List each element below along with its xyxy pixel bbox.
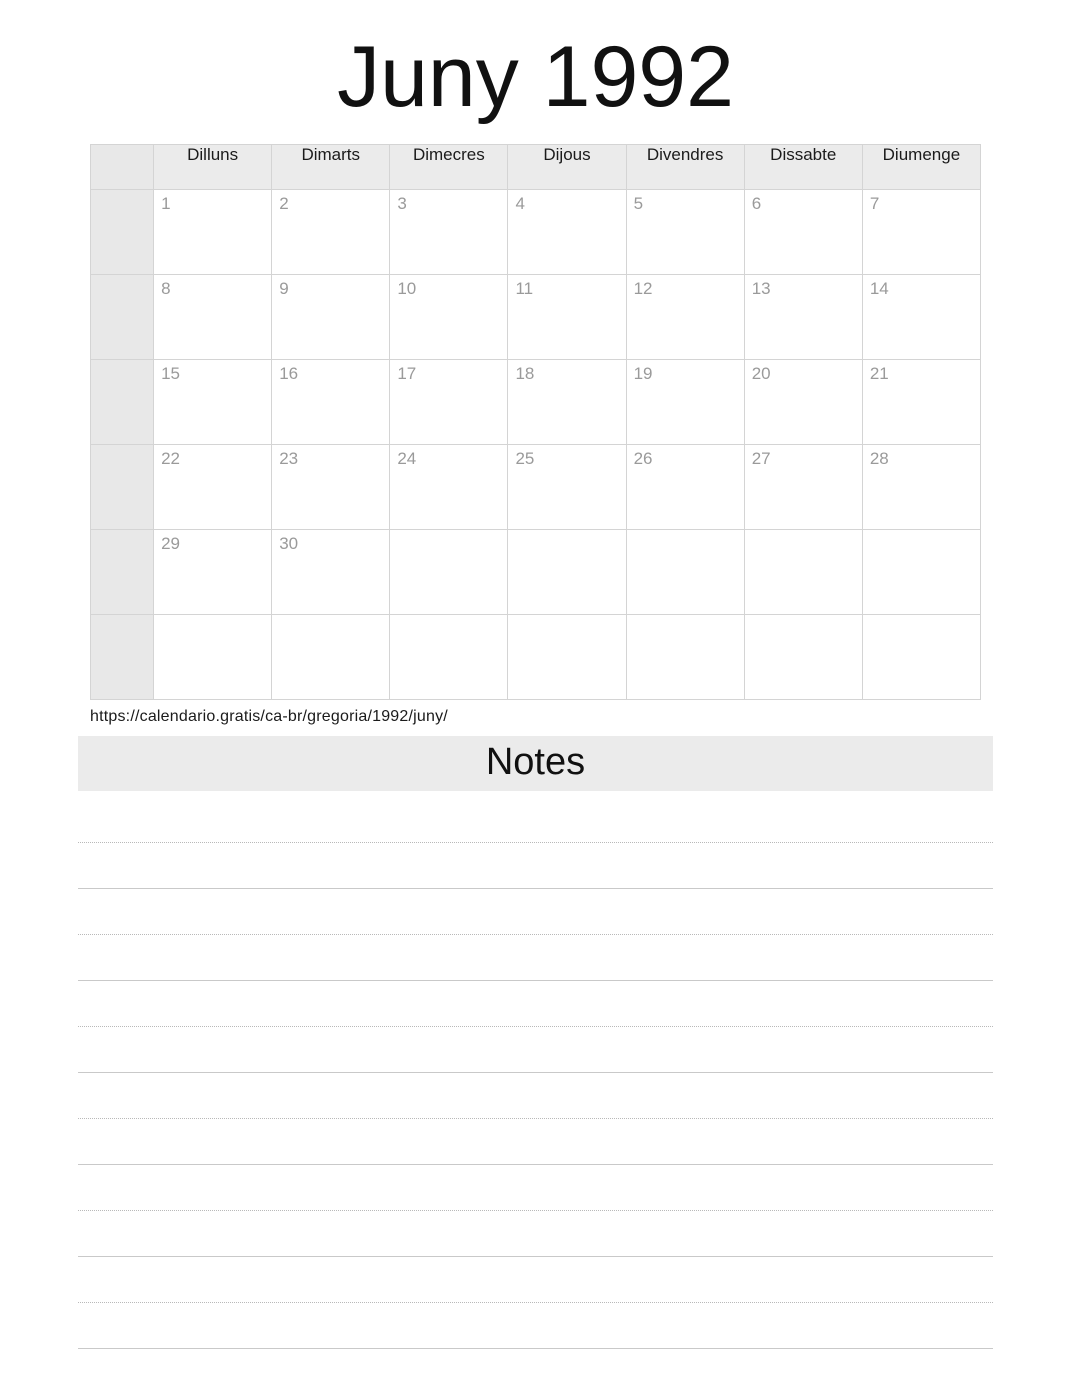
note-line[interactable] xyxy=(78,1027,993,1073)
day-cell[interactable] xyxy=(154,530,272,615)
note-line[interactable] xyxy=(78,935,993,981)
weekday-header-sunday: Diumenge xyxy=(862,145,980,190)
day-number: 6 xyxy=(751,194,762,213)
day-cell[interactable] xyxy=(626,615,744,700)
day-cell[interactable] xyxy=(626,360,744,445)
day-number: 29 xyxy=(161,534,180,553)
note-line[interactable] xyxy=(78,797,993,843)
day-cell[interactable] xyxy=(862,360,980,445)
day-number: 10 xyxy=(397,279,417,298)
day-cell[interactable] xyxy=(744,445,862,530)
day-cell[interactable] xyxy=(390,445,508,530)
day-cell[interactable] xyxy=(626,445,744,530)
day-number: 4 xyxy=(515,194,525,213)
day-cell[interactable] xyxy=(390,530,508,615)
week-gutter-cell xyxy=(91,360,154,445)
day-number: 23 xyxy=(279,449,299,468)
day-number: 13 xyxy=(751,279,771,298)
day-number: 18 xyxy=(515,364,535,383)
day-cell[interactable] xyxy=(272,530,390,615)
day-cell[interactable] xyxy=(154,445,272,530)
day-cell[interactable] xyxy=(744,275,862,360)
day-number: 8 xyxy=(161,279,171,298)
calendar-gutter-header xyxy=(91,145,154,190)
day-cell[interactable] xyxy=(154,360,272,445)
notes-lines xyxy=(78,791,993,1349)
day-number: 9 xyxy=(279,279,289,298)
calendar-container xyxy=(90,144,981,700)
note-line[interactable] xyxy=(78,1119,993,1165)
day-cell[interactable] xyxy=(862,275,980,360)
week-gutter-cell xyxy=(91,445,154,530)
weekday-header-wednesday: Dimecres xyxy=(390,145,508,190)
day-cell[interactable] xyxy=(154,275,272,360)
day-number: 5 xyxy=(633,194,644,213)
day-cell[interactable] xyxy=(862,445,980,530)
day-cell[interactable] xyxy=(744,530,862,615)
day-number: 15 xyxy=(161,364,180,383)
day-cell[interactable] xyxy=(626,190,744,275)
day-cell[interactable] xyxy=(272,360,390,445)
day-cell[interactable] xyxy=(626,530,744,615)
calendar-week-row xyxy=(91,190,981,275)
week-gutter-cell xyxy=(91,530,154,615)
day-cell[interactable] xyxy=(390,360,508,445)
note-line[interactable] xyxy=(78,843,993,889)
day-number: 1 xyxy=(161,194,171,213)
weekday-header-monday: Dilluns xyxy=(154,145,272,190)
day-number: 27 xyxy=(751,449,771,468)
day-cell[interactable] xyxy=(744,615,862,700)
day-number: 11 xyxy=(515,279,534,298)
day-cell[interactable] xyxy=(154,190,272,275)
day-cell[interactable] xyxy=(508,360,626,445)
week-gutter-cell xyxy=(91,275,154,360)
day-number: 16 xyxy=(279,364,299,383)
source-url[interactable]: https://calendario.gratis/ca-br/gregoria/1992/juny/ xyxy=(90,708,448,725)
week-gutter-cell xyxy=(91,190,154,275)
note-line[interactable] xyxy=(78,1073,993,1119)
note-line[interactable] xyxy=(78,1303,993,1349)
day-number: 17 xyxy=(397,364,417,383)
day-number: 19 xyxy=(633,364,653,383)
note-line[interactable] xyxy=(78,981,993,1027)
calendar-week-row xyxy=(91,275,981,360)
calendar-week-row xyxy=(91,360,981,445)
day-number: 2 xyxy=(279,194,289,213)
day-number: 3 xyxy=(397,194,407,213)
day-cell[interactable] xyxy=(390,190,508,275)
day-number: 12 xyxy=(633,279,653,298)
note-line[interactable] xyxy=(78,1165,993,1211)
day-cell[interactable] xyxy=(744,360,862,445)
notes-section xyxy=(78,736,993,1349)
weekday-header-thursday: Dijous xyxy=(508,145,626,190)
weekday-header-friday: Divendres xyxy=(626,145,744,190)
day-cell[interactable] xyxy=(272,615,390,700)
day-cell[interactable] xyxy=(508,275,626,360)
calendar-week-row xyxy=(91,445,981,530)
day-number: 25 xyxy=(515,449,535,468)
note-line[interactable] xyxy=(78,1211,993,1257)
day-cell[interactable] xyxy=(508,615,626,700)
note-line[interactable] xyxy=(78,889,993,935)
day-cell[interactable] xyxy=(508,530,626,615)
day-number: 22 xyxy=(161,449,180,468)
day-number: 26 xyxy=(633,449,653,468)
week-gutter-cell xyxy=(91,615,154,700)
day-number: 28 xyxy=(869,449,889,468)
calendar-table xyxy=(90,144,981,700)
note-line[interactable] xyxy=(78,1257,993,1303)
day-cell[interactable] xyxy=(272,275,390,360)
day-number: 20 xyxy=(751,364,771,383)
day-cell[interactable] xyxy=(272,190,390,275)
weekday-header-tuesday: Dimarts xyxy=(272,145,390,190)
day-number: 14 xyxy=(869,279,889,298)
day-cell[interactable] xyxy=(862,615,980,700)
weekday-header-saturday: Dissabte xyxy=(744,145,862,190)
day-number: 24 xyxy=(397,449,417,468)
calendar-header-row xyxy=(91,145,981,190)
day-cell[interactable] xyxy=(272,445,390,530)
day-cell[interactable] xyxy=(390,275,508,360)
day-number: 21 xyxy=(869,364,889,383)
day-cell[interactable] xyxy=(508,190,626,275)
day-cell[interactable] xyxy=(508,445,626,530)
day-cell[interactable] xyxy=(154,615,272,700)
day-number: 30 xyxy=(279,534,299,553)
calendar-week-row xyxy=(91,530,981,615)
day-cell[interactable] xyxy=(390,615,508,700)
day-cell[interactable] xyxy=(744,190,862,275)
day-cell[interactable] xyxy=(626,275,744,360)
day-cell[interactable] xyxy=(862,190,980,275)
calendar-week-row xyxy=(91,615,981,700)
day-number: 7 xyxy=(869,194,880,213)
notes-heading: Notes xyxy=(78,736,993,791)
page-title: Juny 1992 xyxy=(337,29,734,125)
day-cell[interactable] xyxy=(862,530,980,615)
